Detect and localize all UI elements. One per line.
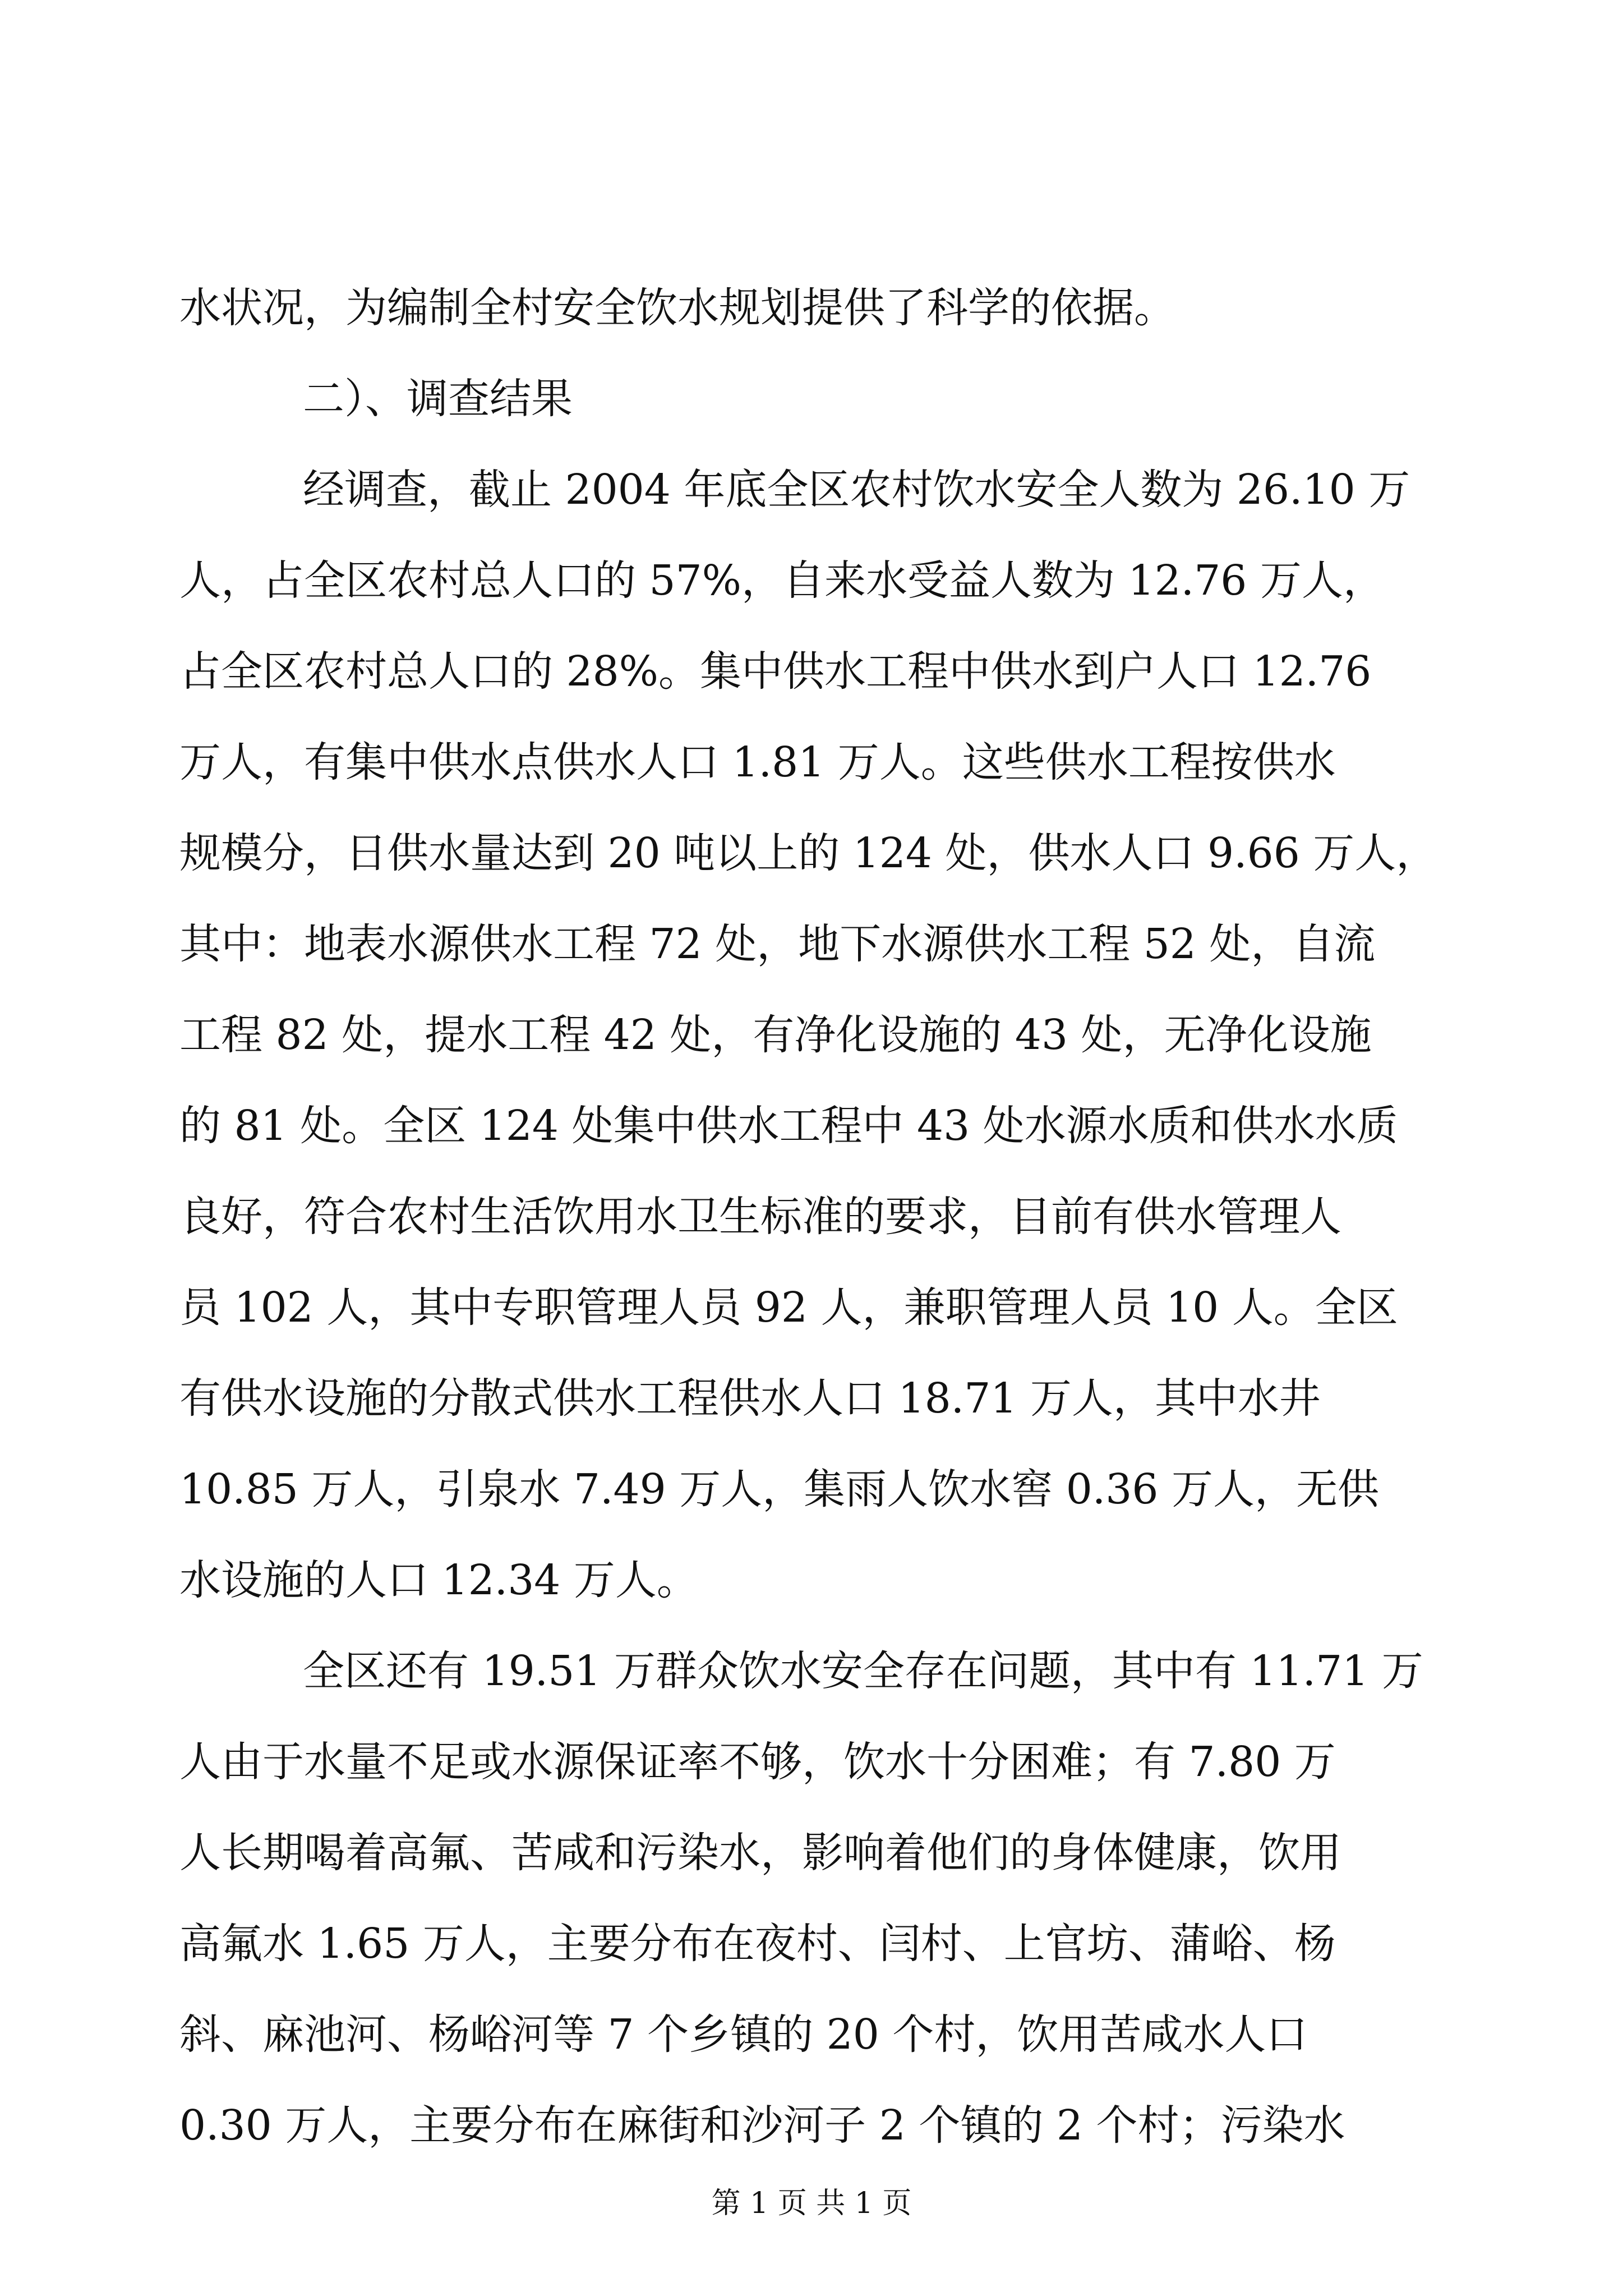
text-line-5: 占全区农村总人口的 28%。集中供水工程中供水到户人口 12.76 [179,647,1372,696]
text-line-8: 其中：地表水源供水工程 72 处，地下水源供水工程 52 处，自流 [179,920,1376,968]
text-line-11: 良好，符合农村生活饮用水卫生标准的要求，目前有供水管理人 [179,1193,1341,1241]
text-line-14: 10.85 万人，引泉水 7.49 万人，集雨人饮水窖 0.36 万人，无供 [179,1465,1379,1513]
text-line-4: 人，占全区农村总人口的 57%，自来水受益人数为 12.76 万人， [179,556,1385,605]
text-line-13: 有供水设施的分散式供水工程供水人口 18.71 万人，其中水井 [179,1374,1321,1423]
page-number-footer: 第 1 页 共 1 页 [711,2187,912,2220]
text-line-10: 的 81 处。全区 124 处集中供水工程中 43 处水源水质和供水水质 [179,1102,1398,1150]
text-line-17: 人由于水量不足或水源保证率不够，饮水十分困难；有 7.80 万 [179,1738,1336,1786]
text-line-20: 斜、麻池河、杨峪河等 7 个乡镇的 20 个村，饮用苦咸水人口 [179,2010,1308,2059]
text-line-6: 万人，有集中供水点供水人口 1.81 万人。这些供水工程按供水 [179,738,1336,786]
text-line-1: 水状况，为编制全村安全饮水规划提供了科学的依据。 [179,284,1175,332]
text-line-7: 规模分，日供水量达到 20 吨以上的 124 处，供水人口 9.66 万人， [179,829,1438,877]
section-heading: 二）、调查结果 [303,375,573,423]
text-line-3: 经调查，截止 2004 年底全区农村饮水安全人数为 26.10 万 [303,466,1410,514]
text-line-15: 水设施的人口 12.34 万人。 [179,1556,698,1604]
text-line-21: 0.30 万人，主要分布在麻街和沙河子 2 个镇的 2 个村；污染水 [179,2101,1345,2150]
text-line-12: 员 102 人，其中专职管理人员 92 人，兼职管理人员 10 人。全区 [179,1283,1398,1332]
text-line-16: 全区还有 19.51 万群众饮水安全存在问题，其中有 11.71 万 [303,1647,1423,1695]
text-line-19: 高氟水 1.65 万人，主要分布在夜村、闫村、上官坊、蒲峪、杨 [179,1920,1336,1968]
text-line-9: 工程 82 处，提水工程 42 处，有净化设施的 43 处，无净化设施 [179,1011,1372,1059]
text-line-18: 人长期喝着高氟、苦咸和污染水，影响着他们的身体健康，饮用 [179,1829,1341,1877]
